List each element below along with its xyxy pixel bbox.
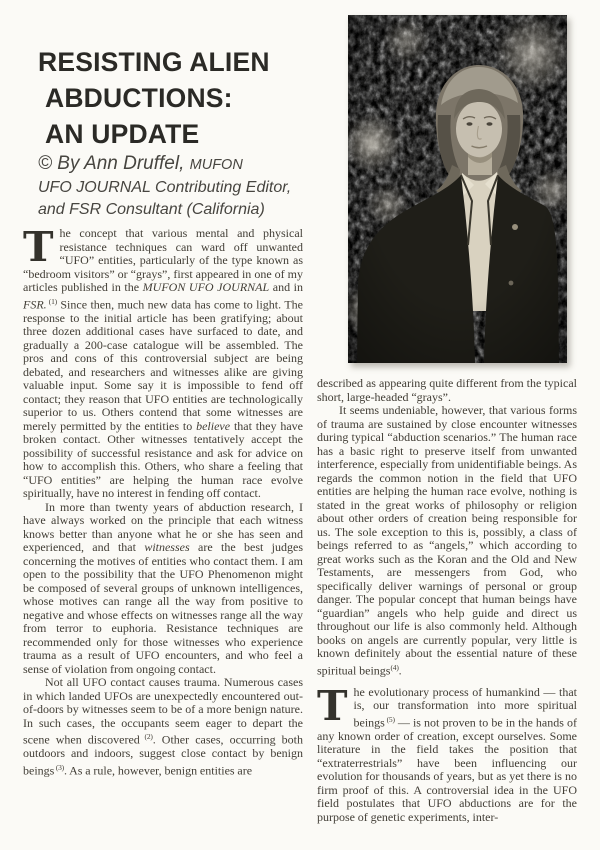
copyright-symbol: © — [38, 153, 58, 174]
affiliation: MUFON — [189, 157, 243, 173]
footnote-ref: (5) — [384, 714, 395, 724]
text-segment: Since then, much new data has come to light. The response to the initial article has been gratifying; about three dozen additional cases have surfaced to date, and gradually a 200-case catalogue will be assembled. The pros and cons of this controversial subject are being debated, and researchers and witnesses alike are giving valuable input. Some say it is impossible to fend off contact; they reason that UFO entities are technologically superior to us. Others contend that some witnesses are merely permitted by the entities to — [23, 297, 304, 433]
portrait-photo-graphic — [348, 15, 567, 363]
footnote-ref: (2) — [139, 732, 153, 741]
italic-text: MUFON UFO JOURNAL — [142, 280, 270, 294]
text-segment: that they have broken contact. Other witnesses tentatively accept the possibility of successful resistance and ask for advice on how to accomplish this. Others, who share a feeling that “UFO entities” are helping the human race evolve spiritually, have no interest in fending off contact. — [23, 418, 303, 500]
drop-cap-letter: T — [23, 223, 54, 271]
right-column — [317, 377, 577, 824]
text-segment: and in — [269, 280, 303, 294]
text-segment: he concept that various mental and physical resistance techniques can ward off unwanted “UFO” entities, particularly of the type known as “bedroom visitors” or “grays”, first appeared in one of my articles published in the — [23, 226, 303, 294]
text-segment: . — [398, 663, 402, 677]
footnote-ref: (4) — [390, 662, 399, 672]
paragraph — [317, 377, 577, 404]
text-segment: It seems undeniable, however, that various forms of trauma are sustained by close encounter witnesses during typical “abduction scenarios.” The human race has a basic right to preserve itself from unwanted interference, especially from unidentifiable beings. As regards the common notion in the field that UFO entities are helping the human race evolve, nothing is stated in the great works of philosophy or religion about other orders of creation being responsible for us. The sole exception to this is, possibly, a class of beings referred to as “angels,” which according to great works such as the Koran and the Old and New Testaments, are messengers from God, who specifically deliver warnings of personal or group danger. The popular concept that human beings have “guardian” angels who help guide and direct us throughout our life is also commonly held. Although books on angels are currently popular, very little is known definitely about the essential nature of these spiritual beings — [317, 403, 577, 677]
text-segment: Not all UFO contact causes trauma. Numerous cases in which landed UFOs are unexpectedly encountered out-of-doors by witnesses seem to be of a more benign nature. In such cases, the occupants seem eager to depart the scene when discovered — [23, 675, 303, 747]
paragraph — [23, 501, 303, 677]
paragraph — [317, 681, 577, 825]
text-segment: he evolutionary process of humankind — that is, our transformation into more spiritual beings — [353, 684, 577, 729]
byline — [38, 152, 318, 221]
text-segment: . As a rule, however, benign entities are — [63, 763, 253, 777]
left-column — [23, 223, 304, 778]
text-segment: — is not proven to be in the hands of any known order of creation, except ourselves. Some literature in the field takes the position that “extraterrestrials” have been influencing our evolution for thousands of years, but as yet there is no firm proof of this. A controversial idea in the UFO field postulates that UFO abductions are for the purpose of genetic experiments, inter- — [317, 715, 577, 824]
title-line: AN UPDATE — [45, 119, 200, 149]
text-segment: are the best judges concerning the motives of entities who contact them. I am open to the possibility that the UFO Phenomenon might be composed of several groups of unknown intelligences, whose motives can range all the way from positive to negative and whose effects on witnesses range all the way from terror to euphoria. Resistance techniques are recommended only for those witnesses who experience trauma as a result of UFO encounters, and who feel a sense of violation from ongoing contact. — [23, 540, 303, 676]
paragraph — [23, 676, 303, 778]
paragraph — [23, 223, 304, 501]
italic-text: believe — [196, 418, 231, 433]
byline-role: and FSR Consultant (California) — [38, 201, 265, 218]
author-photo — [348, 15, 567, 363]
italic-text: witnesses — [144, 540, 190, 554]
photo-vignette — [348, 15, 567, 363]
italic-text: FSR. — [23, 297, 47, 311]
byline-role: UFO JOURNAL Contributing Editor, — [38, 179, 292, 196]
article-title — [38, 44, 270, 152]
author-name: By Ann Druffel, — [57, 153, 190, 174]
footnote-ref: (3) — [54, 762, 64, 772]
text-segment: In more than twenty years of abduction research, I have always worked on the principle that each witness knows better than anyone what he or she has seen and experienced, and that — [23, 499, 303, 554]
paragraph — [317, 404, 577, 678]
title-line: ABDUCTIONS: — [45, 83, 233, 113]
title-line: RESISTING ALIEN — [38, 47, 270, 77]
text-segment: . Other cases, occurring both outdoors and indoors, suggest close contact by benign beings — [23, 732, 303, 777]
byline-author-line — [38, 152, 318, 177]
drop-cap-letter: T — [317, 681, 348, 730]
footnote-ref: (1) — [46, 296, 57, 306]
text-segment: described as appearing quite different from the typical short, large-headed “grays”. — [317, 376, 577, 404]
